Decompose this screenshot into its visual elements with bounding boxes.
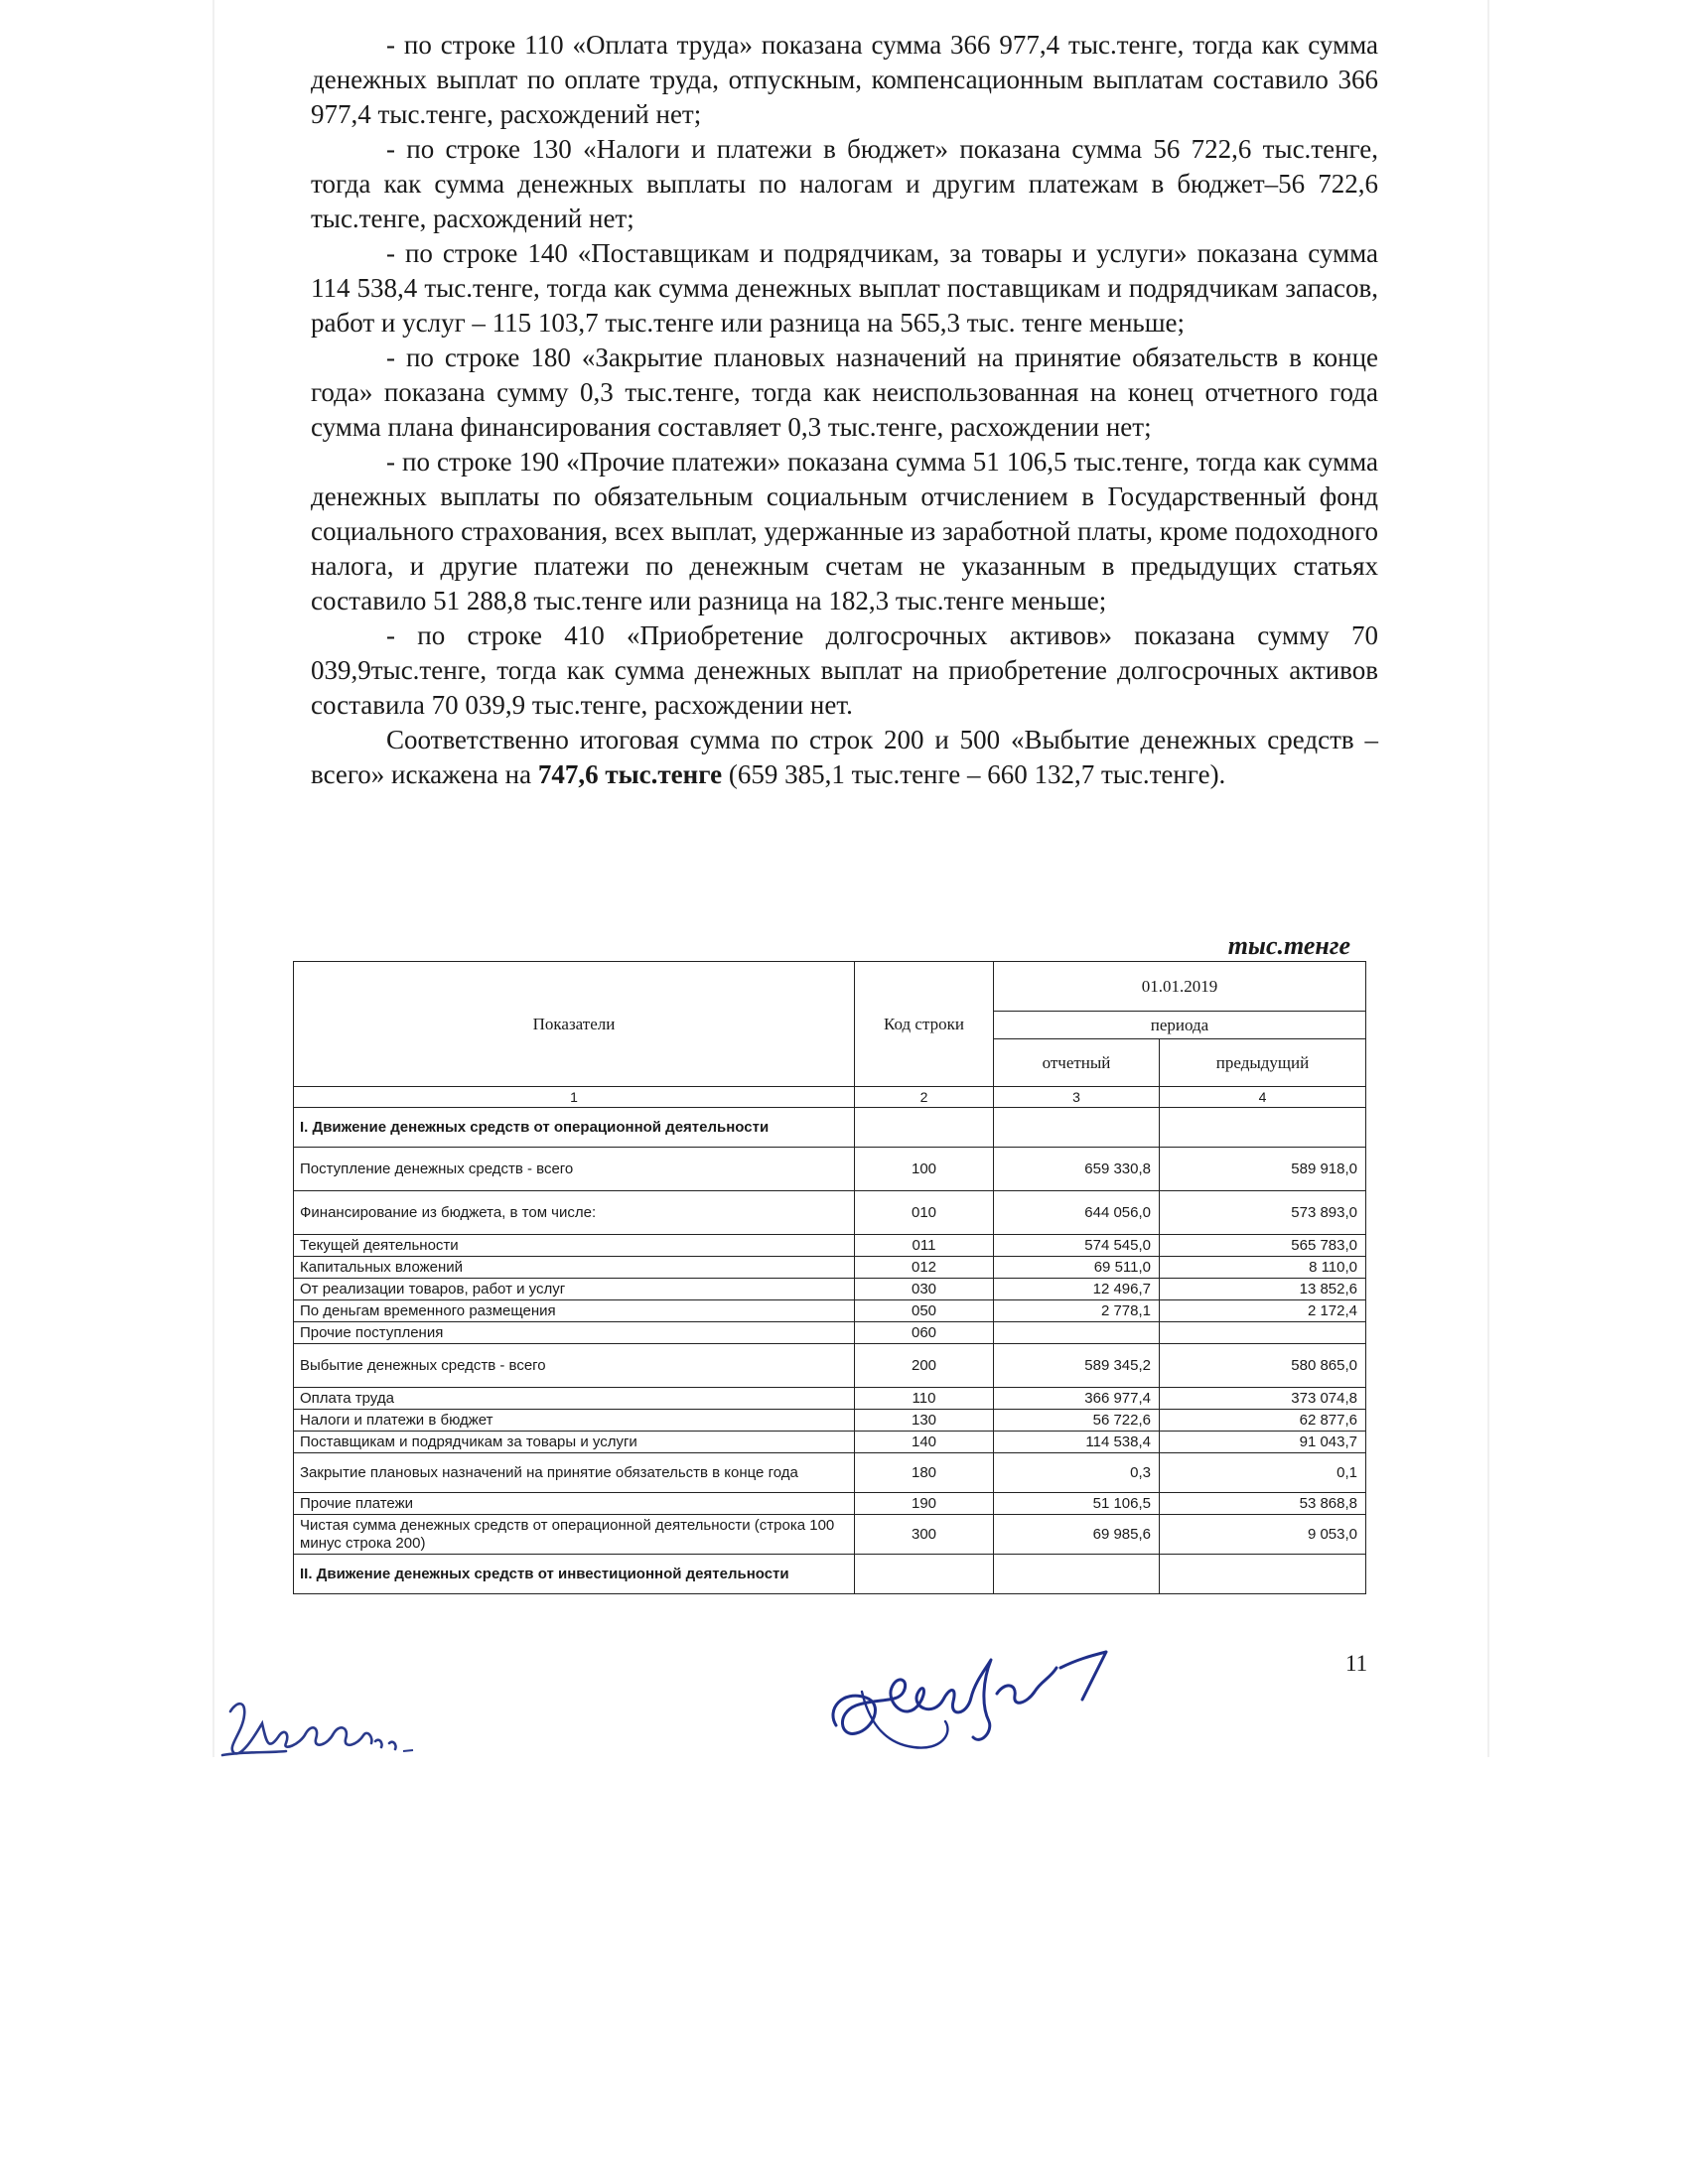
row-label: Выбытие денежных средств - всего [294, 1344, 855, 1388]
table-row [294, 1191, 1366, 1235]
table-row [294, 1432, 1366, 1453]
row-value-previous: 2 172,4 [1160, 1300, 1366, 1322]
row-label: По деньгам временного размещения [294, 1300, 855, 1322]
row-code: 110 [855, 1388, 994, 1410]
row-code: 050 [855, 1300, 994, 1322]
signature-left [216, 1694, 415, 1765]
row-label: Закрытие плановых назначений на принятие обязательств в конце года [294, 1453, 855, 1493]
page-left-edge [212, 0, 214, 1757]
row-value-previous: 62 877,6 [1160, 1410, 1366, 1432]
row-value-previous: 8 110,0 [1160, 1257, 1366, 1279]
row-code: 190 [855, 1493, 994, 1515]
header-code: Код строки [855, 962, 994, 1087]
column-number: 2 [855, 1087, 994, 1108]
row-label: Прочие платежи [294, 1493, 855, 1515]
paragraph-line-180: - по строке 180 «Закрытие плановых назначений на принятие обязательств в конце года» показана сумму 0,3 тыс.тенге, тогда как неиспользованная на конец отчетного года сумма плана финансирования составляет 0,3 тыс.тенге, расхождении нет; [311, 342, 1378, 442]
table-row [294, 1300, 1366, 1322]
row-code [855, 1555, 994, 1594]
summary-text-end: (659 385,1 тыс.тенге – 660 132,7 тыс.тенге). [722, 759, 1226, 789]
table-row [294, 1322, 1366, 1344]
table-row [294, 1493, 1366, 1515]
table-row [294, 1410, 1366, 1432]
row-value-previous: 573 893,0 [1160, 1191, 1366, 1235]
row-code: 030 [855, 1279, 994, 1300]
paragraph-line-130: - по строке 130 «Налоги и платежи в бюджет» показана сумма 56 722,6 тыс.тенге, тогда как сумма денежных выплаты по налогам и другим платежам в бюджет–56 722,6 тыс.тенге, расхождений нет; [311, 134, 1378, 233]
row-value-previous: 589 918,0 [1160, 1148, 1366, 1191]
row-value-reporting [994, 1555, 1160, 1594]
table-row [294, 1257, 1366, 1279]
header-period: периода [994, 1012, 1366, 1039]
row-label: Поступление денежных средств - всего [294, 1148, 855, 1191]
row-value-previous: 0,1 [1160, 1453, 1366, 1493]
row-value-previous: 13 852,6 [1160, 1279, 1366, 1300]
row-code: 010 [855, 1191, 994, 1235]
row-code [855, 1108, 994, 1148]
row-value-previous [1160, 1555, 1366, 1594]
row-label: Капитальных вложений [294, 1257, 855, 1279]
row-code: 011 [855, 1235, 994, 1257]
row-value-reporting [994, 1108, 1160, 1148]
page-right-edge [1487, 0, 1489, 1757]
column-number: 1 [294, 1087, 855, 1108]
table-row [294, 1148, 1366, 1191]
row-label: Оплата труда [294, 1388, 855, 1410]
column-number: 4 [1160, 1087, 1366, 1108]
row-label: Текущей деятельности [294, 1235, 855, 1257]
row-value-reporting: 69 985,6 [994, 1515, 1160, 1555]
column-number: 3 [994, 1087, 1160, 1108]
header-indicators: Показатели [294, 962, 855, 1087]
signature-center [822, 1634, 1120, 1761]
row-value-previous: 9 053,0 [1160, 1515, 1366, 1555]
table-row [294, 1344, 1366, 1388]
cash-flow-table [293, 961, 1366, 1594]
row-value-reporting: 56 722,6 [994, 1410, 1160, 1432]
row-label: Финансирование из бюджета, в том числе: [294, 1191, 855, 1235]
table-row [294, 1279, 1366, 1300]
row-code: 012 [855, 1257, 994, 1279]
summary-text-start: Соответственно итоговая сумма по строк 200 и 500 «Выбытие денежных средств – всего» искажена на [311, 725, 1378, 789]
row-value-previous: 373 074,8 [1160, 1388, 1366, 1410]
paragraph-line-110: - по строке 110 «Оплата труда» показана сумма 366 977,4 тыс.тенге, тогда как сумма денежных выплат по оплате труда, отпускным, компенсационным выплатам составило 366 977,4 тыс.тенге, расхождений нет; [311, 30, 1378, 129]
row-code: 060 [855, 1322, 994, 1344]
header-date: 01.01.2019 [994, 962, 1366, 1012]
row-code: 300 [855, 1515, 994, 1555]
row-label: Чистая сумма денежных средств от операционной деятельности (строка 100 минус строка 200) [294, 1515, 855, 1555]
row-label: От реализации товаров, работ и услуг [294, 1279, 855, 1300]
paragraph-line-190: - по строке 190 «Прочие платежи» показана сумма 51 106,5 тыс.тенге, тогда как сумма денежных выплаты по обязательным социальным отчислением в Государственный фонд социального страхования, всех выплат, удержанные из заработной платы, кроме подоходного налога, и другие платежи по денежным счетам не указанным в предыдущих статьях составило 51 288,8 тыс.тенге или разница на 182,3 тыс.тенге меньше; [311, 447, 1378, 615]
summary-paragraph [311, 723, 1378, 792]
row-value-reporting: 0,3 [994, 1453, 1160, 1493]
row-code: 140 [855, 1432, 994, 1453]
row-label: Прочие поступления [294, 1322, 855, 1344]
row-value-reporting [994, 1322, 1160, 1344]
row-label: II. Движение денежных средств от инвестиционной деятельности [294, 1555, 855, 1594]
row-value-reporting: 2 778,1 [994, 1300, 1160, 1322]
row-label: Налоги и платежи в бюджет [294, 1410, 855, 1432]
table-section-row [294, 1108, 1366, 1148]
row-value-reporting: 644 056,0 [994, 1191, 1160, 1235]
table-row [294, 1515, 1366, 1555]
page-number: 11 [1345, 1651, 1368, 1676]
row-value-reporting: 366 977,4 [994, 1388, 1160, 1410]
table-row [294, 1453, 1366, 1493]
body-text [311, 28, 1378, 792]
row-value-previous: 565 783,0 [1160, 1235, 1366, 1257]
summary-amount: 747,6 тыс.тенге [537, 759, 723, 789]
table-section-row [294, 1555, 1366, 1594]
row-value-previous [1160, 1322, 1366, 1344]
header-reporting: отчетный [994, 1039, 1160, 1087]
row-value-reporting: 659 330,8 [994, 1148, 1160, 1191]
row-value-reporting: 51 106,5 [994, 1493, 1160, 1515]
row-value-reporting: 114 538,4 [994, 1432, 1160, 1453]
row-label: Поставщикам и подрядчикам за товары и услуги [294, 1432, 855, 1453]
header-previous: предыдущий [1160, 1039, 1366, 1087]
row-code: 180 [855, 1453, 994, 1493]
row-value-reporting: 589 345,2 [994, 1344, 1160, 1388]
row-value-reporting: 12 496,7 [994, 1279, 1160, 1300]
row-code: 100 [855, 1148, 994, 1191]
row-code: 200 [855, 1344, 994, 1388]
paragraph-line-140: - по строке 140 «Поставщикам и подрядчикам, за товары и услуги» показана сумма 114 538,4 тыс.тенге, тогда как сумма денежных выплат поставщикам и подрядчикам запасов, работ и услуг – 115 103,7 тыс.тенге или разница на 565,3 тыс. тенге меньше; [311, 238, 1378, 338]
paragraph-line-410: - по строке 410 «Приобретение долгосрочных активов» показана сумму 70 039,9тыс.тенге, тогда как сумма денежных выплат на приобретение долгосрочных активов составила 70 039,9 тыс.тенге, расхождении нет. [311, 620, 1378, 720]
row-value-previous: 53 868,8 [1160, 1493, 1366, 1515]
row-value-previous: 580 865,0 [1160, 1344, 1366, 1388]
row-code: 130 [855, 1410, 994, 1432]
row-value-previous: 91 043,7 [1160, 1432, 1366, 1453]
table-row [294, 1388, 1366, 1410]
row-value-reporting: 69 511,0 [994, 1257, 1160, 1279]
row-label: I. Движение денежных средств от операционной деятельности [294, 1108, 855, 1148]
unit-label: тыс.тенге [1227, 931, 1350, 960]
row-value-previous [1160, 1108, 1366, 1148]
table-row [294, 1235, 1366, 1257]
row-value-reporting: 574 545,0 [994, 1235, 1160, 1257]
